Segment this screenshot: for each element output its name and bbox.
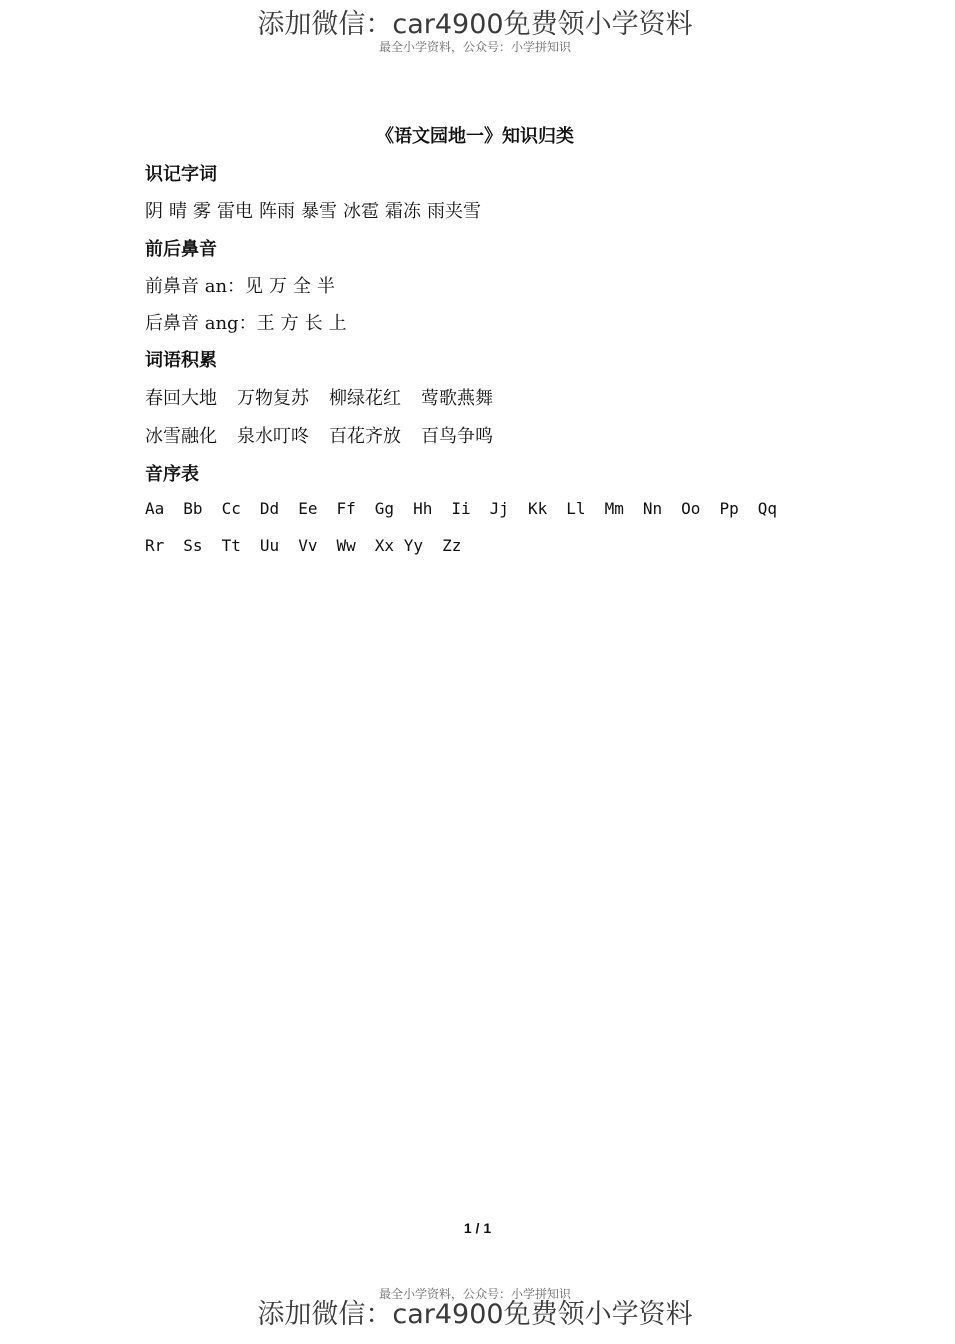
letter-pair: Uu (259, 536, 280, 555)
nasal-label-word: 前鼻音 an：见 (145, 276, 264, 297)
phrase: 莺歌燕舞 (421, 388, 493, 409)
letter-pair: Zz (442, 536, 462, 555)
word: 万 (269, 276, 288, 297)
front-nasal-line (145, 272, 335, 298)
letter-pair: Tt (221, 536, 241, 555)
watermark-bottom: 添加微信：car4900免费领小学资料 (257, 1299, 693, 1330)
document-title: 《语文园地一》知识归类 (376, 126, 574, 147)
page-number: 1 / 1 (463, 1220, 492, 1236)
phrase: 泉水叮咚 (237, 426, 309, 447)
phrase: 柳绿花红 (329, 388, 401, 409)
phrase: 春回大地 (145, 388, 217, 409)
section-heading-nasals: 前后鼻音 (145, 239, 217, 260)
letter-pair: Dd (259, 499, 280, 518)
word: 晴 (169, 201, 187, 222)
word: 暴雪 (301, 201, 337, 222)
back-nasal-line (145, 309, 347, 335)
word: 方 (280, 313, 299, 334)
letter-pair: Ff (336, 499, 356, 518)
word: 阴 (145, 201, 163, 222)
word: 雷电 (217, 201, 253, 222)
word: 半 (317, 276, 336, 297)
alphabet-line-1 (145, 499, 796, 518)
section-heading-words: 识记字词 (145, 164, 217, 185)
word: 阵雨 (259, 201, 295, 222)
letter-pair: Gg (374, 499, 395, 518)
letter-pair: Xx (374, 536, 395, 555)
letter-pair: Qq (757, 499, 778, 518)
letter-pair: Aa (145, 499, 165, 518)
word: 雾 (193, 201, 211, 222)
phrase: 百花齐放 (329, 426, 401, 447)
letter-pair: Cc (221, 499, 241, 518)
header-note-text: 最全小学资料，公众号：小学拼知识 (378, 40, 571, 54)
word: 冰雹 (343, 201, 379, 222)
words-line (145, 197, 481, 223)
letter-pair: Hh (413, 499, 433, 518)
word: 长 (304, 313, 323, 334)
phrase: 万物复苏 (237, 388, 309, 409)
footer-note (0, 1286, 950, 1301)
nasal-label-word: 后鼻音 ang：王 (145, 313, 275, 334)
word: 霜冻 (385, 201, 421, 222)
letter-pair: Nn (642, 499, 663, 518)
word: 上 (328, 313, 347, 334)
letter-pair: Jj (489, 499, 509, 518)
letter-pair: Oo (681, 499, 701, 518)
phrases-line-2 (145, 422, 493, 448)
letter-pair: Ss (183, 536, 203, 555)
letter-pair: Rr (145, 536, 165, 555)
word: 全 (293, 276, 312, 297)
letter-pair: Mm (604, 499, 624, 518)
letter-pair: Pp (719, 499, 739, 518)
phrases-line-1 (145, 384, 493, 410)
letter-pair: Yy (403, 536, 424, 555)
word: 雨夹雪 (427, 201, 481, 222)
section-heading-phrases: 词语积累 (145, 350, 217, 371)
watermark-top: 添加微信：car4900免费领小学资料 (257, 9, 693, 40)
letter-pair: Ll (566, 499, 586, 518)
letter-pair: Bb (183, 499, 203, 518)
letter-pair: Ww (336, 536, 356, 555)
phrase: 百鸟争鸣 (421, 426, 493, 447)
letter-pair: Kk (527, 499, 548, 518)
header-note (0, 40, 950, 54)
letter-pair: Ii (451, 499, 471, 518)
letter-pair: Ee (298, 499, 318, 518)
letter-pair: Vv (298, 536, 318, 555)
section-heading-alphabet: 音序表 (145, 464, 199, 485)
phrase: 冰雪融化 (145, 426, 217, 447)
alphabet-line-2 (145, 536, 480, 555)
footer-note-text: 最全小学资料，公众号：小学拼知识 (378, 1287, 571, 1301)
